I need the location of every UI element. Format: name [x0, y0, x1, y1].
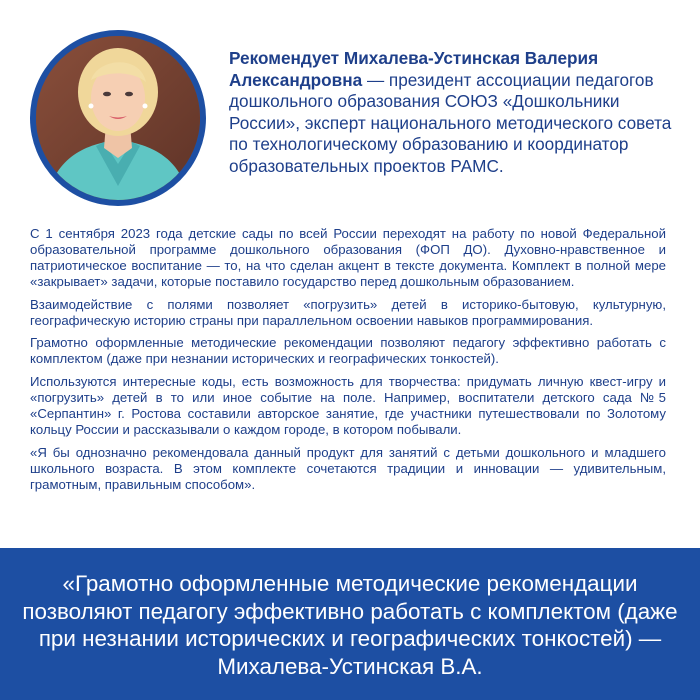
author-portrait-image [36, 36, 200, 200]
paragraph-codes: Используются интересные коды, есть возможность для творчества: придумать личную квест-игру и «погрузить» детей в то или иное событие на поле. Например, воспитатели детского сада №5 «Серпантин» г. Ростова составили авторское занятие, где участники путешествовали по Золотому кольцу России и рассказывали о каждом городе, в котором побывали. [30, 374, 666, 437]
author-photo-frame [30, 30, 206, 206]
article-body [30, 226, 666, 500]
author-intro [229, 48, 679, 177]
author-description: — президент ассоциации педагогов дошкольного образования СОЮЗ «Дошкольники России», эксперт национального методического совета по технологическому образованию и координатор образовательных проектов РАМС. [229, 69, 672, 176]
footer-quote: «Грамотно оформленные методические рекомендации позволяют педагогу эффективно работать с комплектом (даже при незнании исторических и географических тонкостей) — Михалева-Устинская В.А. [22, 571, 678, 679]
author-photo [36, 36, 200, 200]
header [0, 0, 700, 215]
footer-banner [0, 548, 700, 700]
author-name: Рекомендует Михалева-Устинская Валерия Александровна [229, 48, 599, 90]
paragraph-fields: Взаимодействие с полями позволяет «погрузить» детей в историко-бытовую, культурную, географическую историю страны при параллельном освоении навыков программирования. [30, 296, 666, 328]
paragraph-quote: «Я бы однозначно рекомендовала данный продукт для занятий с детьми дошкольного и младшего школьного возраста. В этом комплекте сочетаются традиции и инновации — удивительным, грамотным, правильным способом». [30, 444, 666, 492]
paragraph-fop: С 1 сентября 2023 года детские сады по всей России переходят на работу по новой Федеральной образовательной программе дошкольного образования (ФОП ДО). Духовно-нравственное и патриотическое воспитание — то, на что сделан акцент в тексте документа. Комплект в полной мере «закрывает» задачи, которые поставило государство перед дошкольным образованием. [30, 226, 666, 289]
paragraph-recommendations: Грамотно оформленные методические рекомендации позволяют педагогу эффективно работать с комплектом (даже при незнании исторических и географических тонкостей). [30, 335, 666, 367]
